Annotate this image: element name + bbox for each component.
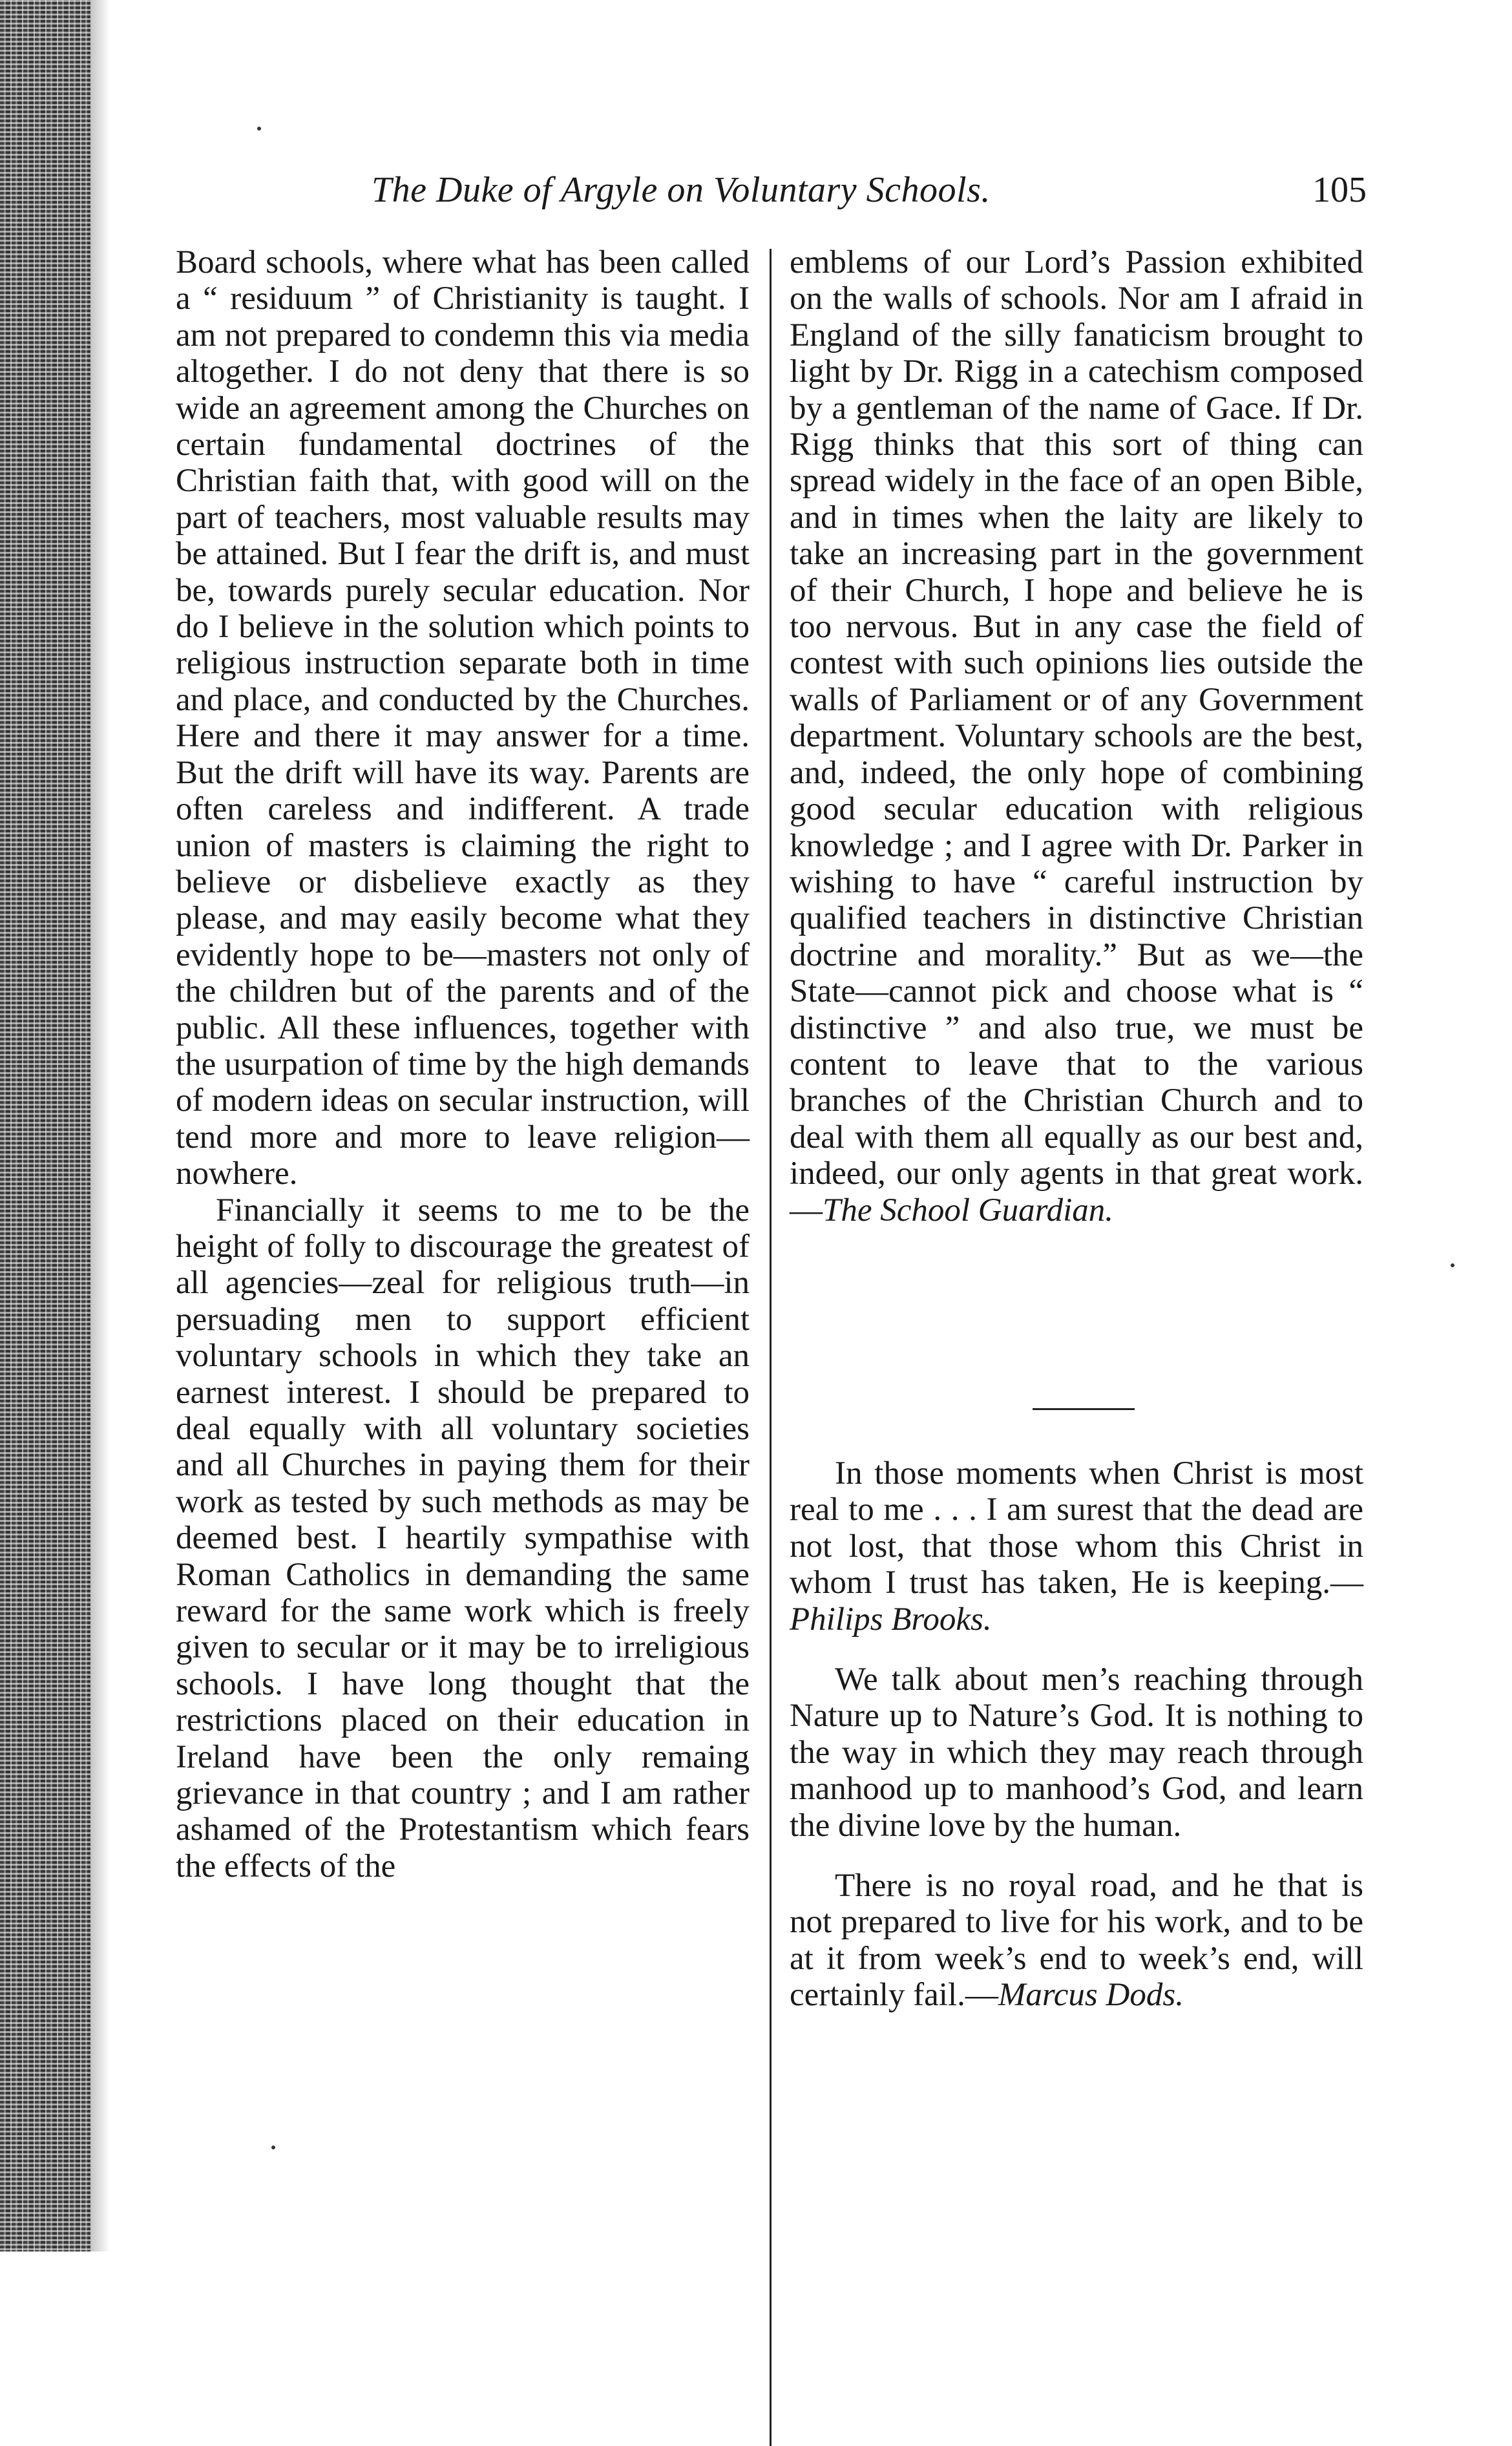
page-header	[178, 169, 1367, 221]
quote-attribution: Marcus Dods.	[998, 1977, 1184, 2014]
column-divider-line	[770, 249, 772, 2446]
source-attribution: The School Guardian.	[823, 1192, 1114, 1228]
section-divider	[1033, 1408, 1135, 1410]
article-paragraph: Financially it seems to me to be the height of folly to discourage the greatest of all agencies—zeal for religious truth—in persuading men to support efficient voluntary schools in which they take an earnest interest. I should be prepared to deal equally with all voluntary societies and all Churches in paying them for their work as tested by such methods as may be deemed best. I heartily sympathise with Roman Catholics in demanding the same reward for the same work which is freely given to secular or it may be to irreligious schools. I have long thought that the restrictions placed on their education in Ireland have been the only remaing grievance in that country ; and I am rather ashamed of the Protestantism which fears the effects of the	[176, 1192, 750, 1884]
quote-text: We talk about men’s reaching through Nature up to Nature’s God. It is nothing to the way in which they may reach through manhood up to manhood’s God, and learn the divine love by the human.	[790, 1661, 1363, 1844]
article-paragraph: Board schools, where what has been called a “ residuum ” of Christianity is taught. I am not prepared to condemn this via media altogether. I do not deny that there is so wide an agreement among the Churches on certain fundamental doctrines of the Christian faith that, with good will on the part of teachers, most valuable results may be attained. But I fear the drift is, and must be, towards purely secular education. Nor do I believe in the solution which points to religious instruction separate both in time and place, and conducted by the Churches. Here and there it may answer for a time. But the drift will have its way. Parents are often careless and indifferent. A trade union of masters is claiming the right to believe or disbelieve exactly as they please, and may easily become what they evidently hope to be—masters not only of the children but of the parents and of the public. All these influences, together with the usurpation of time by the high demands of modern ideas on secular instruction, will tend more and more to leave religion—nowhere.	[176, 244, 750, 1192]
quote-block	[790, 1868, 1363, 2014]
quote-attribution: Philips Brooks.	[790, 1601, 992, 1638]
article-text: emblems of our Lord’s Passion exhibited on the walls of schools. Nor am I afraid in England of the silly fanaticism brought to light by Dr. Rigg in a catechism composed by a gentleman of the name of Gace. If Dr. Rigg thinks that this sort of thing can spread widely in the face of an open Bible, and in times when the laity are likely to take an increasing part in the government of their Church, I hope and believe he is too nervous. But in any case the field of contest with such opinions lies outside the walls of Parliament or of any Government department. Voluntary schools are the best, and, indeed, the only hope of combining good secular education with religious knowledge ; and I agree with Dr. Parker in wishing to have “ careful instruction by qualified teachers in distinctive Christian doctrine and morality.” But as we—the State—cannot pick and choose what is “ distinctive ” and also true, we must be content to leave that to the various branches of the Christian Church and to deal with them all equally as our best and, indeed, our only agents in that great work.—	[790, 244, 1363, 1228]
quote-block	[790, 1455, 1363, 1638]
paper-speck	[257, 127, 261, 131]
quote-text: There is no royal road, and he that is not prepared to live for his work, and to be at it from week’s end to week’s end, will certainly fail.—	[790, 1868, 1363, 2014]
page-number: 105	[1312, 170, 1367, 210]
binding-shadow	[90, 0, 110, 2251]
running-title: The Duke of Argyle on Voluntary Schools.	[372, 170, 991, 210]
right-column	[790, 244, 1363, 1228]
paper-speck	[271, 2146, 275, 2149]
quote-block	[790, 1661, 1363, 1844]
quote-text: In those moments when Christ is most real to me . . . I am surest that the dead are not lost, that those whom this Christ in whom I trust has taken, He is keeping.—	[790, 1455, 1363, 1601]
scanned-binding-edge	[0, 0, 90, 2251]
article-paragraph	[790, 244, 1363, 1228]
paper-speck	[1451, 1263, 1454, 1267]
left-column	[176, 244, 750, 1884]
